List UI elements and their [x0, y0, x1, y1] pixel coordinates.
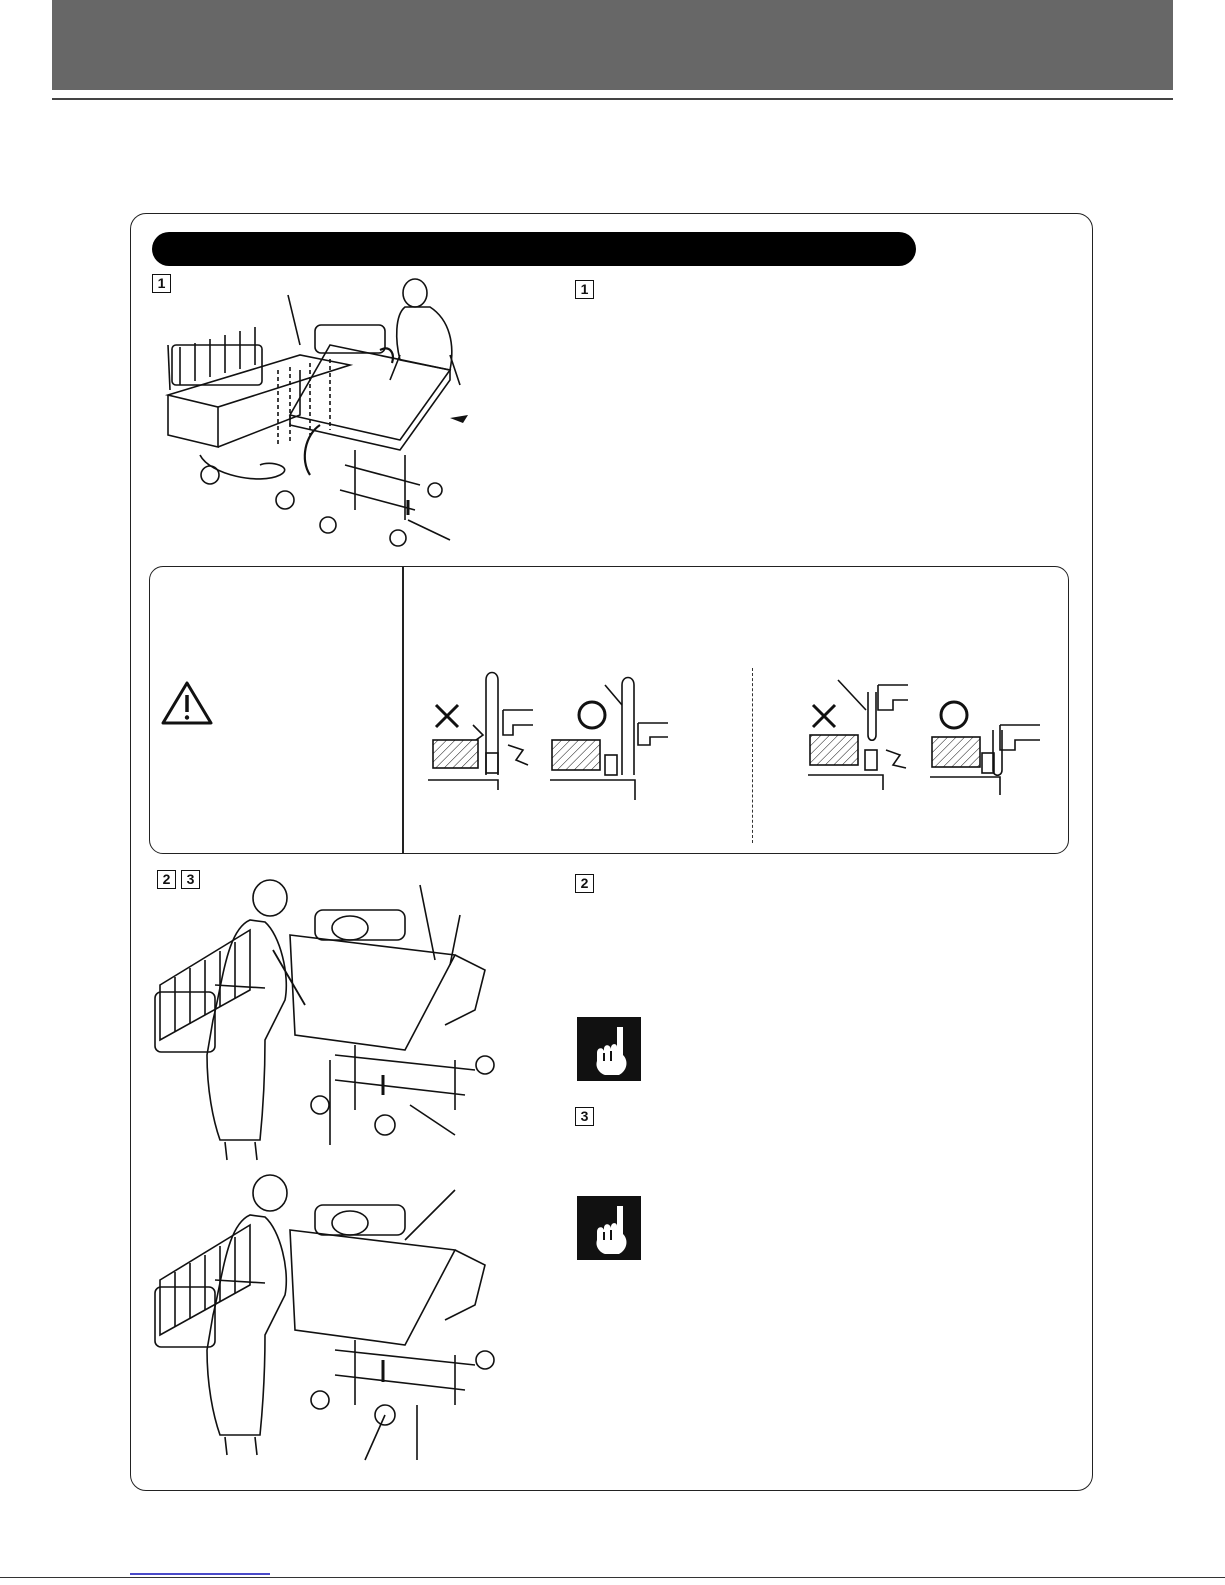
- dashed-divider: [752, 668, 753, 843]
- caution-diagram-correct-left: [550, 675, 670, 800]
- figure-stretcher-locked-step3: [155, 1170, 515, 1460]
- header-rule: [52, 98, 1173, 100]
- step-1-figure-label: 1: [152, 274, 171, 293]
- caution-diagram-incorrect-left: [428, 665, 538, 790]
- footer-rule: [0, 1577, 1225, 1578]
- section-title-bar: [152, 232, 916, 266]
- step-2-text-label: 2: [575, 874, 594, 893]
- footer-link-underline[interactable]: [130, 1573, 270, 1575]
- caution-diagram-incorrect-right: [808, 680, 923, 800]
- step-2-figure-label: 2: [157, 870, 176, 889]
- caution-divider: [402, 566, 404, 854]
- figure-bed-to-stretcher-transfer: [150, 275, 480, 555]
- step-3-figure-label: 3: [181, 870, 200, 889]
- warning-triangle-icon: [160, 680, 214, 726]
- pointing-hand-icon: [577, 1196, 641, 1260]
- figure-stretcher-positioning-step2: [155, 880, 515, 1160]
- pointing-hand-icon: [577, 1017, 641, 1081]
- step-3-text-label: 3: [575, 1107, 594, 1126]
- header-bar: [52, 0, 1173, 90]
- caution-diagram-correct-right: [930, 695, 1045, 805]
- step-1-text-label: 1: [575, 280, 594, 299]
